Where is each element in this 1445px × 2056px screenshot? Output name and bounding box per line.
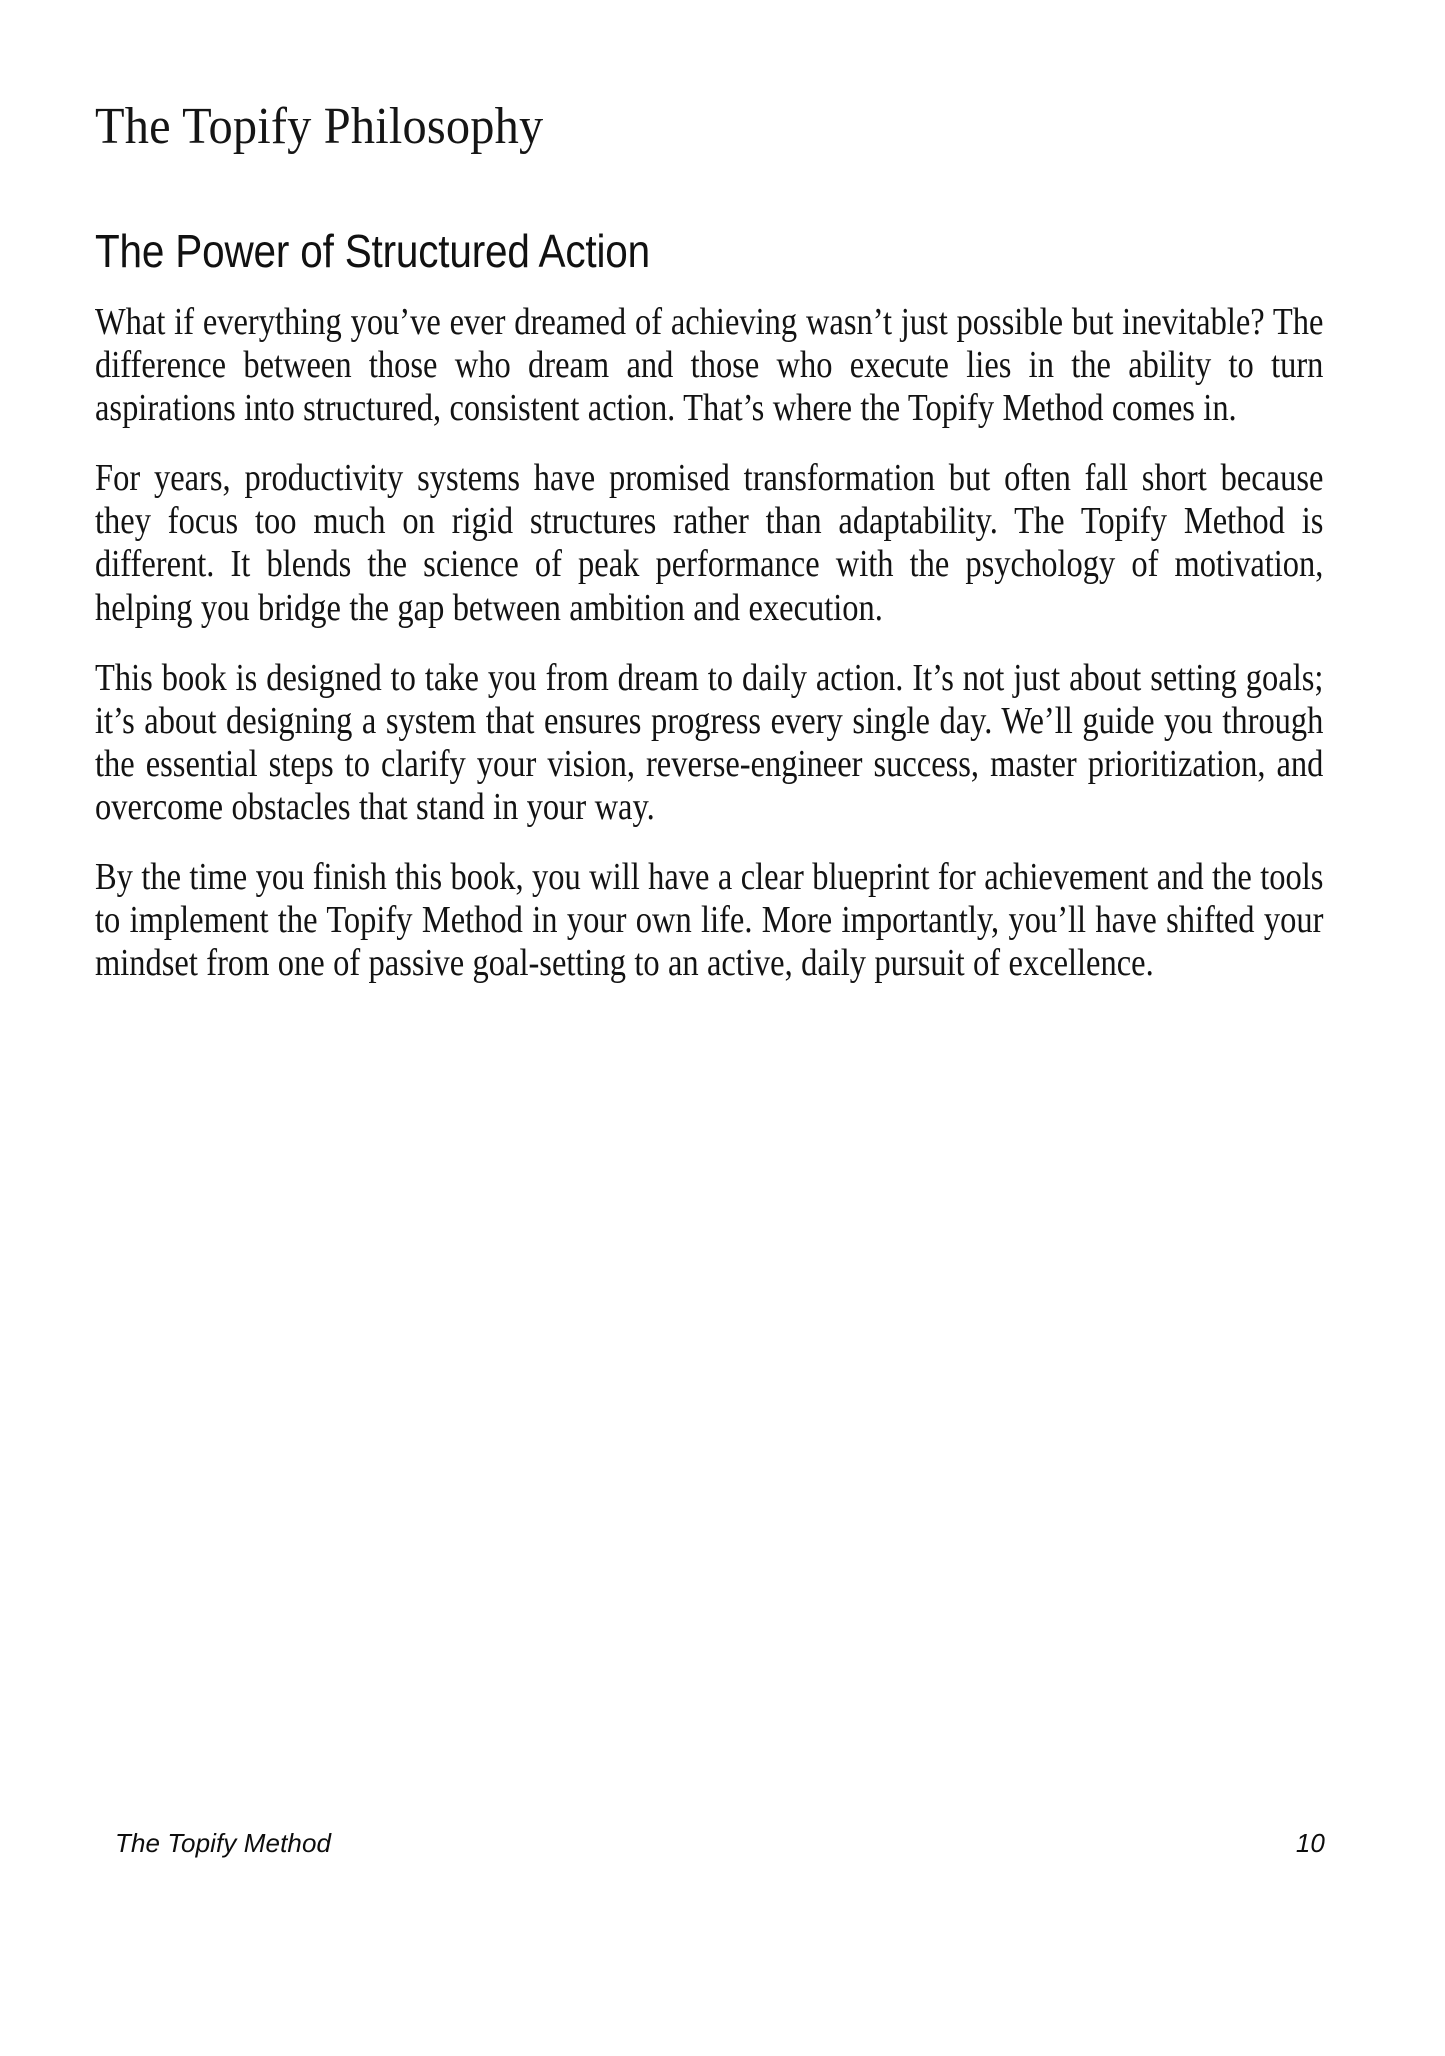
paragraph: By the time you finish this book, you will have a clear blueprint for achievement and the tools to implement the Topify Method in your own life. More importantly, you’ll have shifted your mindset from one of passive goal-setting to an active, daily pursuit of excellence.: [95, 856, 1324, 985]
paragraph: For years, productivity systems have promised transformation but often fall short because they focus too much on rigid structures rather than adaptability. The Topify Method is different. It blends the science of peak performance with the psychology of motivation, helping you bridge the gap between ambition and execution.: [95, 457, 1324, 629]
page-content: [95, 0, 1323, 986]
page-title: The Topify Philosophy: [95, 98, 544, 155]
footer-book-name: The Topify Method: [115, 1828, 332, 1858]
footer-page-number: 10: [1295, 1828, 1325, 1858]
body-text-block: [95, 277, 1323, 986]
paragraph: This book is designed to take you from dream to daily action. It’s not just about setting goals; it’s about designing a system that ensures progress every single day. We’ll guide you through the essential steps to clarify your vision, reverse-engineer success, master prioritization, and overcome obstacles that stand in your way.: [95, 656, 1324, 829]
section-heading: The Power of Structured Action: [95, 225, 650, 278]
paragraph: What if everything you’ve ever dreamed of achieving wasn’t just possible but inevitable? The difference between those who dream and those who execute lies in the ability to turn aspirations into structured, consistent action. That’s where the Topify Method comes in.: [95, 300, 1324, 430]
page-footer: [115, 1828, 1325, 1859]
